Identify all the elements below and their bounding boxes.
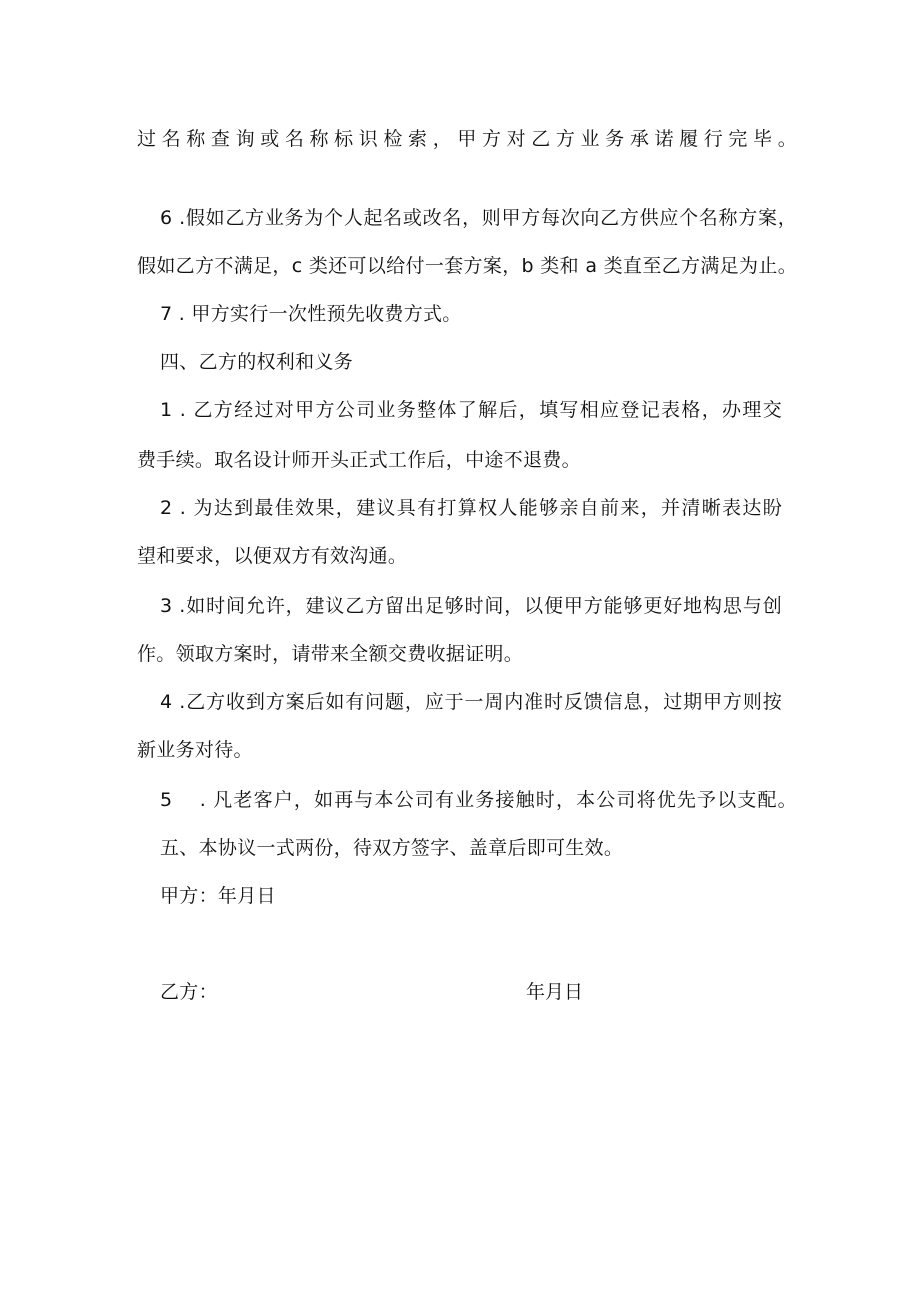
clause-6-line-1: 6 .假如乙方业务为个人起名或改名，则甲方每次向乙方供应个名称方案， [160, 207, 797, 229]
party-a-signature: 甲方：年月日 [160, 885, 276, 907]
clause-5-continuation: 过名称查询或名称标识检索，甲方对乙方业务承诺履行完毕。 [137, 128, 797, 150]
party-b-item-4-line-2: 新业务对待。 [137, 739, 253, 761]
section-4-heading: 四、乙方的权利和义务 [160, 351, 354, 373]
clause-6-line-2: 假如乙方不满足，c 类还可以给付一套方案，b 类和 a 类直至乙方满足为止。 [137, 255, 797, 277]
party-b-item-3-line-2: 作。领取方案时，请带来全额交费收据证明。 [137, 643, 524, 665]
clause-7: 7 . 甲方实行一次性预先收费方式。 [160, 303, 462, 325]
party-b-signature-label: 乙方： [160, 981, 218, 1003]
section-5: 五、本协议一式两份，待双方签字、盖章后即可生效。 [160, 837, 624, 859]
party-b-item-4-line-1: 4 .乙方收到方案后如有问题，应于一周内准时反馈信息，过期甲方则按 [160, 691, 782, 713]
party-b-item-5: 5 . 凡老客户，如再与本公司有业务接触时，本公司将优先予以支配。 [160, 789, 797, 811]
party-b-item-1-line-2: 费手续。取名设计师开头正式工作后，中途不退费。 [137, 449, 581, 471]
party-b-signature-date: 年月日 [526, 981, 584, 1003]
party-b-item-2-line-2: 望和要求，以便双方有效沟通。 [137, 545, 408, 567]
party-b-item-3-line-1: 3 .如时间允许，建议乙方留出足够时间，以便甲方能够更好地构思与创 [160, 595, 782, 617]
party-b-item-1-line-1: 1 . 乙方经过对甲方公司业务整体了解后，填写相应登记表格，办理交 [160, 399, 782, 421]
party-b-item-2-line-1: 2 . 为达到最佳效果，建议具有打算权人能够亲自前来，并清晰表达盼 [160, 497, 782, 519]
